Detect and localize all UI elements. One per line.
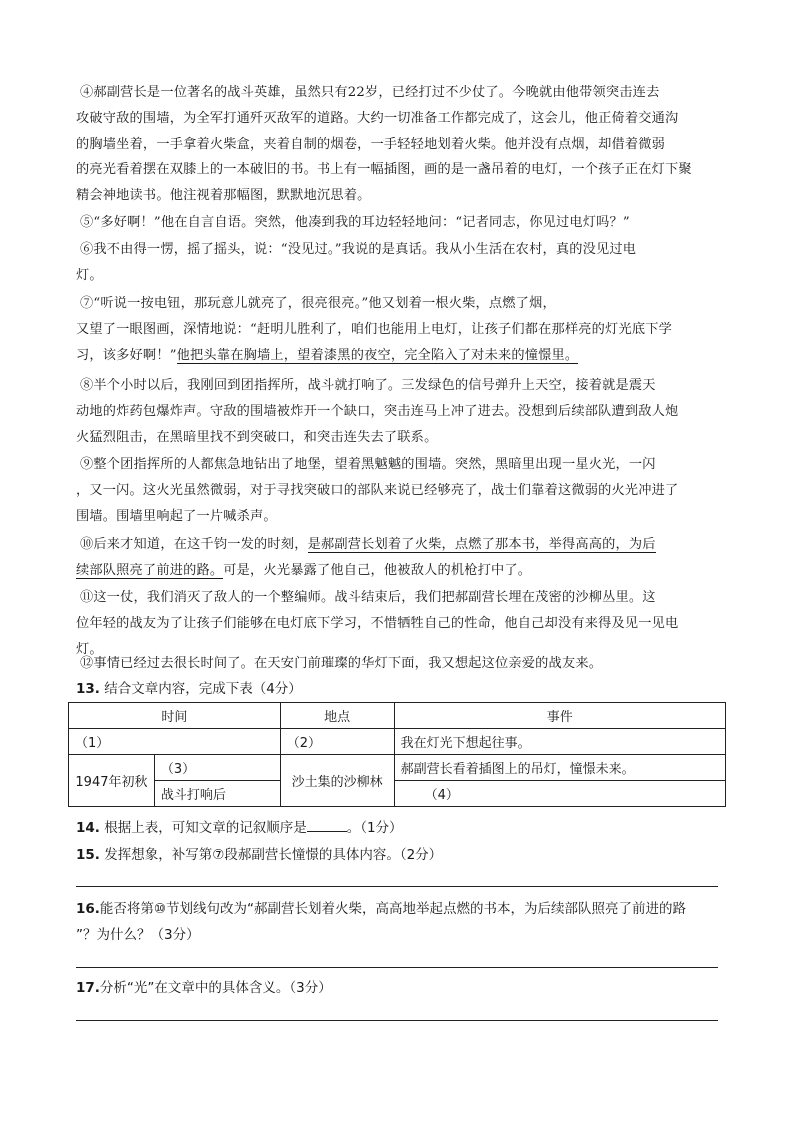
- p4-line-4: 的亮光看着摆在双膝上的一本破旧的书。书上有一幅插图，画的是一盏吊着的电灯，一个孩子正在灯下聚: [76, 162, 692, 178]
- place-cell: 沙土集的沙柳林: [280, 755, 394, 807]
- paragraph-4: [76, 80, 710, 209]
- p8-line-2: 动地的炸药包爆炸声。守敌的围墙被炸开一个缺口，突击连马上冲了进去。没想到后续部队遭到敌人炮: [76, 403, 679, 419]
- q17-text: 分析“光”在文章中的具体含义。（3分）: [99, 980, 332, 996]
- p9-line-1: ⑨整个团指挥所的人都焦急地钻出了地堡，望着黑魆魆的围墙。突然，黑暗里出现一星火光，一闪: [80, 457, 656, 472]
- table-row: [69, 729, 726, 755]
- p10-underlined-part-1: 是郝副营长划着了火柴，点燃了那本书，举得高高的，为后: [307, 537, 656, 552]
- q13-text: 结合文章内容，完成下表（4分）: [104, 681, 302, 697]
- p7-line-3-start: 习，该多好啊！”: [76, 347, 177, 363]
- p10-line-1: [76, 532, 710, 558]
- question-13: [76, 677, 726, 701]
- event-cell: 我在灯光下想起往事。: [394, 729, 725, 755]
- q16-number: 16.: [76, 901, 100, 917]
- q17-number: 17.: [76, 980, 100, 996]
- table-header-row: [69, 703, 726, 729]
- q16-line-1: [76, 897, 726, 921]
- p6-line-2: 灯。: [76, 267, 103, 283]
- blank-4-cell[interactable]: （4）: [394, 781, 725, 807]
- paragraph-12: [76, 651, 710, 677]
- q13-table: [68, 702, 726, 807]
- header-time: 时间: [69, 703, 281, 729]
- paragraph-7: [76, 291, 710, 368]
- q14-number: 14.: [76, 820, 100, 836]
- blank-1-cell[interactable]: （1）: [69, 729, 281, 755]
- p7-underlined-sentence: 他把头靠在胸墙上，望着漆黑的夜空，完全陷入了对未来的憧憬里。: [176, 347, 579, 363]
- q15-number: 15.: [76, 847, 100, 863]
- table-row: [69, 781, 726, 807]
- p8-line-3: 火猛烈阻击，在黑暗里找不到突破口，和突击连失去了联系。: [76, 429, 438, 445]
- q13-number: 13.: [76, 681, 100, 697]
- p10-line-2-end: 可是，火光暴露了他自己，他被敌人的机枪打中了。: [223, 562, 532, 578]
- q14-answer-blank[interactable]: [307, 819, 347, 832]
- p8-line-1: ⑧半个小时以后，我刚回到团指挥所，战斗就打响了。三发绿色的信号弹升上天空，接着就是震天: [80, 378, 656, 393]
- p10-line-2: [76, 558, 710, 584]
- paragraph-6: [76, 237, 710, 289]
- q16-text-line-1: 能否将第⑩节划线句改为“郝副营长划着火柴，高高地举起点燃的书本，为后续部队照亮了前进的路: [99, 901, 687, 917]
- table-row: [69, 755, 726, 781]
- time-cell: 战斗打响后: [154, 781, 280, 807]
- blank-3-cell[interactable]: （3）: [154, 755, 280, 781]
- question-17: [76, 976, 726, 1000]
- p4-line-1: ④郝副营长是一位著名的战斗英雄，虽然只有22岁，已经打过不少仗了。今晚就由他带领突击连去: [80, 85, 660, 100]
- question-16: [76, 897, 726, 947]
- blank-2-cell[interactable]: （2）: [280, 729, 394, 755]
- q15-text: 发挥想象，补写第⑦段郝副营长憧憬的具体内容。（2分）: [104, 847, 443, 863]
- q14-text-end: 。（1分）: [346, 820, 403, 836]
- p4-line-3: 的胸墙坐着，一手拿着火柴盒，夹着自制的烟卷，一手轻轻地划着火柴。他并没有点烟，却借着微弱: [76, 136, 666, 152]
- question-14: [76, 816, 726, 840]
- question-15: [76, 843, 726, 867]
- q16-text-line-2: ”？为什么？（3分）: [76, 927, 200, 943]
- q17-answer-line[interactable]: [76, 1020, 718, 1021]
- p7-line-3: [76, 343, 710, 369]
- p10-line-1-start: ⑩后来才知道，在这千钧一发的时刻，: [80, 537, 308, 552]
- paragraph-8: [76, 373, 710, 450]
- q15-answer-line[interactable]: [76, 886, 718, 887]
- p10-underlined-part-2: 续部队照亮了前进的路。: [76, 562, 224, 578]
- p9-line-2: ，又一闪。这火光虽然微弱，对于寻找突破口的部队来说已经够亮了，战士们靠着这微弱的火光冲进了: [76, 482, 679, 498]
- p7-line-1: ⑦“听说一按电钮，那玩意儿就亮了，很亮很亮。”他又划着一根火柴，点燃了烟，: [80, 296, 556, 311]
- header-event: 事件: [394, 703, 725, 729]
- p11-line-3: 灯。: [76, 641, 103, 657]
- q16-answer-line[interactable]: [76, 967, 718, 968]
- p9-line-3: 围墙。围墙里响起了一片喊杀声。: [76, 508, 277, 524]
- p12-line-1: ⑫事情已经过去很长时间了。在天安门前璀璨的华灯下面，我又想起这位亲爱的战友来。: [80, 656, 603, 671]
- p7-line-2: 又望了一眼图画，深情地说：“赶明儿胜利了，咱们也能用上电灯，让孩子们都在那样亮的灯光底下学: [76, 321, 672, 337]
- p11-line-2: 位年轻的战友为了让孩子们能够在电灯底下学习，不惜牺牲自己的性命，他自己却没有来得及见一见电: [76, 615, 679, 631]
- p4-line-5: 精会神地读书。他注视着那幅图，默默地沉思着。: [76, 188, 371, 204]
- event-cell: 郝副营长看着插图上的吊灯，憧憬未来。: [394, 755, 725, 781]
- paragraph-10: [76, 532, 710, 584]
- date-cell: 1947年初秋: [69, 755, 155, 807]
- p4-line-2: 攻破守敌的围墙，为全军打通歼灭敌军的道路。大约一切准备工作都完成了，这会儿，他正倚着交通沟: [76, 110, 679, 126]
- p11-line-1: ⑪这一仗，我们消灭了敌人的一个整编师。战斗结束后，我们把郝副营长埋在茂密的沙柳丛里。这: [80, 590, 656, 605]
- header-place: 地点: [280, 703, 394, 729]
- p6-line-1: ⑥我不由得一愣，摇了摇头，说：“没见过。”我说的是真话。我从小生活在农村，真的没见过电: [80, 242, 637, 257]
- q14-text-start: 根据上表，可知文章的记叙顺序是: [104, 820, 307, 836]
- paragraph-9: [76, 452, 710, 529]
- paragraph-5: [76, 210, 710, 236]
- p5-line-1: ⑤“多好啊！”他在自言自语。突然，他凑到我的耳边轻轻地问：“记者同志，你见过电灯吗？”: [80, 215, 630, 230]
